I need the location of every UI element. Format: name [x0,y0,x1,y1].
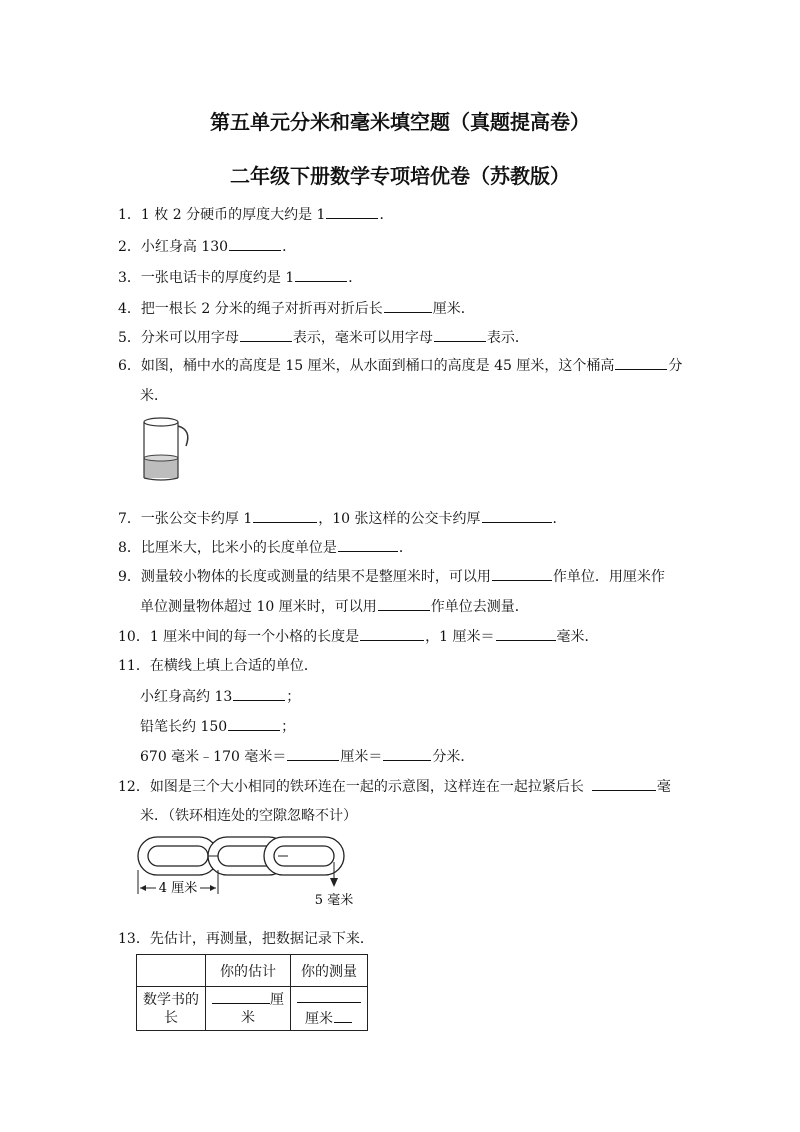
bucket-figure [140,412,194,482]
q4-blank[interactable] [384,298,432,313]
q10-end: 毫米． [556,629,599,645]
question-12 [118,776,671,797]
measure-unit: 厘米 [305,1010,333,1027]
page-title: 第五单元分米和毫米填空题（真题提高卷） [210,110,590,134]
q7-text: 7．一张公交卡约厚 1 [118,511,253,527]
estimate-unit-1: 厘 [270,991,284,1008]
q11-end-3: 分米． [432,749,475,765]
q9-blank-1[interactable] [492,566,552,581]
q7-blank-2[interactable] [482,508,552,523]
question-13: 13．先估计，再测量，把数据记录下来． [118,931,374,947]
q4-text: 4．把一根长 2 分米的绳子对折再对折后长 [118,301,383,317]
table-header-measure: 你的测量 [291,955,368,987]
q2-end: ． [282,239,297,255]
measure-blank-2[interactable] [334,1008,352,1023]
q3-blank[interactable] [295,267,347,282]
q3-text: 3．一张电话卡的厚度约是 1 [118,270,295,286]
q9-end: 作单位去测量． [430,599,529,615]
estimate-unit-2: 米 [241,1009,255,1026]
q7-end: ． [552,511,567,527]
question-11-c [140,746,474,767]
q9-text: 9．测量较小物体的长度或测量的结果不是整厘米时，可以用 [118,569,491,585]
q6-blank[interactable] [615,355,667,370]
question-6 [118,355,682,376]
chain-figure [136,832,366,910]
chain-label-right: 5 毫米 [314,893,354,908]
q5-text: 5．分米可以用字母 [118,330,239,346]
question-7 [118,508,567,529]
q8-blank[interactable] [338,537,398,552]
question-2 [118,236,296,257]
q10-blank-2[interactable] [496,626,556,641]
q11-text-3: 670 毫米﹣170 毫米＝ [140,749,287,765]
estimate-blank[interactable] [212,991,270,1004]
chain-label-left: 4 厘米 [158,881,198,896]
q11-end-1: ； [286,689,301,705]
q7-blank-1[interactable] [253,508,317,523]
question-11-a [140,686,300,707]
q12-text: 12．如图是三个大小相同的铁环连在一起的示意图，这样连在一起拉紧后长 [118,779,584,795]
q10-mid: ，1 厘米＝ [425,629,495,645]
question-12-cont: 米．（铁环相连处的空隙忽略不计） [140,808,357,824]
measure-blank-1[interactable] [297,990,361,1003]
question-3 [118,267,362,288]
q1-end: ． [379,207,394,223]
question-6-cont: 米． [140,388,168,404]
q12-end: 毫 [656,779,671,795]
q11-blank-1[interactable] [233,686,285,701]
q1-blank[interactable] [326,204,378,219]
page-subtitle: 二年级下册数学专项培优卷（苏教版） [230,164,570,188]
q5-blank-2[interactable] [434,327,486,342]
question-11-b [140,716,295,737]
table-row-label: 数学书的长 [137,987,206,1031]
q11-blank-4[interactable] [383,746,431,761]
table-cell-measure[interactable] [291,987,368,1031]
q2-text: 2．小红身高 130 [118,239,229,255]
q10-text: 10．1 厘米中间的每一个小格的长度是 [118,629,360,645]
q5-blank-1[interactable] [240,327,292,342]
question-11: 11．在横线上填上合适的单位． [118,658,318,674]
question-9-cont [140,596,529,617]
q9-text-2: 单位测量物体超过 10 厘米时，可以用 [140,599,377,615]
q3-end: ． [348,270,363,286]
q2-blank[interactable] [229,236,281,251]
q9-mid: 作单位．用厘米作 [552,569,665,585]
question-8 [118,537,413,558]
question-5 [118,327,529,348]
question-9 [118,566,665,587]
q12-blank[interactable] [592,776,656,791]
q11-blank-3[interactable] [287,746,339,761]
table-header-estimate: 你的估计 [206,955,291,987]
q11-blank-2[interactable] [228,716,280,731]
q11-end-2: ； [281,719,296,735]
q8-text: 8．比厘米大，比米小的长度单位是 [118,540,337,556]
question-1 [118,204,393,225]
table-cell-estimate[interactable] [206,987,291,1031]
question-4 [118,298,475,319]
q4-end: 厘米． [432,301,475,317]
q9-blank-2[interactable] [378,596,430,611]
q10-blank-1[interactable] [360,626,424,641]
question-10 [118,626,599,647]
q1-text: 1．1 枚 2 分硬币的厚度大约是 1 [118,207,326,223]
q7-mid: ，10 张这样的公交卡约厚 [318,511,481,527]
q6-end: 分 [668,358,683,374]
q5-end: 表示． [486,330,529,346]
q11-text-1: 小红身高约 13 [140,689,233,705]
q8-end: ． [398,540,413,556]
table-corner [137,955,206,987]
q11-mid-3: 厘米＝ [340,749,383,765]
q6-text: 6．如图，桶中水的高度是 15 厘米，从水面到桶口的高度是 45 厘米，这个桶高 [118,358,615,374]
measure-table [136,954,368,1031]
q11-text-2: 铅笔长约 150 [140,719,228,735]
q5-mid: 表示，毫米可以用字母 [292,330,433,346]
